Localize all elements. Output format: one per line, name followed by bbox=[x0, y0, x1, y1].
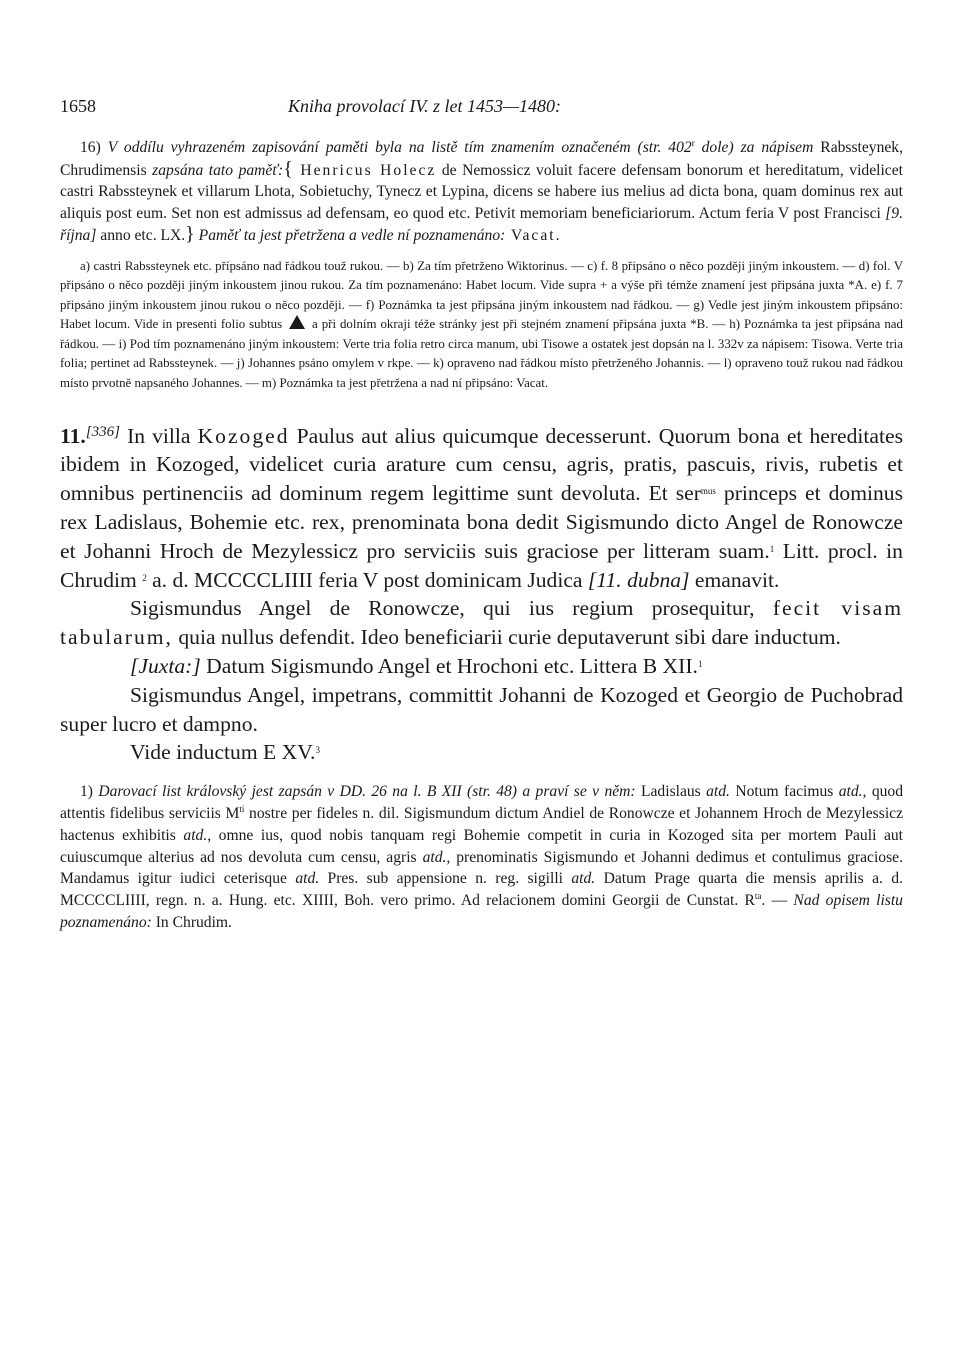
note-text: Rabssteynek, Chrudimensis bbox=[60, 139, 904, 179]
entry-ref: [336] bbox=[85, 423, 120, 440]
spaced-name: Henricus Holecz bbox=[292, 161, 437, 179]
date-gloss: [9. října] bbox=[60, 204, 903, 244]
entry-paragraph bbox=[60, 681, 903, 739]
entry-text: Sigismundus Angel, impetrans, committit Johanni de Kozoged et Georgio de Puchobrad super lucro et dampno. bbox=[60, 682, 903, 736]
brace-mark: } bbox=[185, 223, 195, 245]
entry-11 bbox=[60, 418, 903, 768]
footnote-text: Notum facimus bbox=[729, 783, 839, 801]
footnote-text: Darovací list královský jest zapsán v DD. 26 na l. B XII (str. 48) a praví se v něm: bbox=[93, 783, 636, 801]
entry-text: a. d. MCCCCLIIII feria V post dominicam Judica bbox=[146, 567, 588, 592]
footnote-text: nostre per fideles n. dil. Sigismundum dictum Andiel de Ronowcze et Johannem Hroch de Mezylessicz hactenus exhibitis bbox=[60, 805, 903, 844]
footnote-text: Datum Prage quarta die mensis aprilis a. d. MCCCCLIIII, regn. n. a. Hung. etc. XIIII, Boh. vero primo. Ad relacionem domini Georgii de Cunstat. R bbox=[60, 870, 903, 910]
note-text: zapsána tato paměť: bbox=[152, 161, 284, 179]
entry-paragraph bbox=[60, 652, 903, 681]
apparatus-line bbox=[60, 257, 903, 394]
footnote-text: atd. bbox=[706, 783, 730, 801]
page-header bbox=[60, 96, 903, 117]
note-16 bbox=[60, 137, 903, 247]
footnote-ref: 1 bbox=[697, 659, 703, 670]
footnote-ref: 1 bbox=[769, 543, 775, 554]
entry-text: Paulus aut alius quicumque decesserunt. Quorum bona et hereditates ibidem in Kozoged, videlicet curia arature cum censu, agris, pratis, pascuis, rivis, rubetis et omnibus pertinenciis ad dominum regem legittime sunt devoluta. Et ser bbox=[60, 423, 903, 506]
footnotes bbox=[60, 781, 903, 934]
entry-text: princeps et dominus rex Ladislaus, Bohemie etc. rex, prenominata bona dedit Sigismundo dicto Angel de Ronowcze et Johanni Hroch de Mezylessicz pro serviciis suis graciose per litteram suam. bbox=[60, 481, 903, 563]
footnote-text: prenominatis Sigismundo et Johanni dedimus et contulimus graciose. Mandamus igitur iudici ceterisque bbox=[60, 848, 903, 888]
footnote-text: omne ius, quod nobis tanquam regi Bohemie competit in curia in Kozoged sita per mortem Pauli aut cuiuscumque alterius ad nos devoluta cum censu, agris bbox=[60, 826, 904, 866]
entry-number: 11. bbox=[60, 423, 86, 448]
footnote-text: atd., bbox=[183, 826, 212, 844]
entry-text: Sigismundus Angel de Ronowcze, qui ius regium prosequitur, bbox=[130, 596, 773, 621]
footnote-ref: 3 bbox=[315, 745, 320, 756]
entry-text: emanavit. bbox=[689, 567, 780, 592]
editorial-gloss: [Juxta:] bbox=[130, 654, 201, 679]
superscript: ti bbox=[239, 804, 245, 815]
spaced-phrase: fecit visam tabularum, bbox=[60, 596, 903, 650]
entry-paragraph bbox=[60, 418, 903, 595]
critical-apparatus bbox=[60, 257, 903, 394]
footnote-text: atd., bbox=[838, 783, 867, 801]
entry-text: Datum Sigismundo Angel et Hrochoni etc. Littera B XII. bbox=[200, 654, 698, 679]
note-text: dole) za nápisem bbox=[694, 139, 814, 156]
footnote-marker: 1) bbox=[80, 783, 93, 801]
brace-mark: { bbox=[283, 157, 293, 180]
footnote-1 bbox=[60, 781, 903, 934]
date-gloss: [11. dubna] bbox=[587, 567, 690, 592]
superscript: ta bbox=[754, 891, 762, 902]
note-marker: 16) bbox=[80, 139, 101, 156]
footnote-text: quod attentis fidelibus serviciis M bbox=[60, 783, 904, 823]
vacat-mark: Vacat. bbox=[505, 227, 562, 244]
apparatus-text: a) castri Rabssteynek etc. přípsáno nad řádkou touž rukou. — b) Za tím přetrženo Wiktorinus. — c) f. 8 připsáno o něco později jiným inkoustem. — d) fol. V připsáno o něco později jiným inkoustem jinou rukou. Za tím poznamenáno: Habet locum. Vide supra + a výše při témže znamení jest připsána juxta *A. e) f. 7 připsáno jiným inkoustem jinou rukou o něco později. — f) Poznámka ta jest připsána jiným inkoustem nad řádkou. — g) Vedle jest jiným inkoustem připsáno: Habet locum. Vide in presenti folio subtus bbox=[60, 258, 903, 332]
note-16-paragraph bbox=[60, 137, 903, 247]
superscript: r bbox=[691, 138, 695, 148]
entry-paragraph bbox=[60, 738, 903, 767]
footnote-text: Pres. sub appensione n. reg. sigilli bbox=[319, 870, 572, 888]
footnote-text: In Chrudim. bbox=[151, 914, 232, 931]
triangle-sign-icon bbox=[289, 315, 305, 329]
footnote-text: atd. bbox=[295, 870, 320, 888]
note-text: Paměť ta jest přetržena a vedle ní poznamenáno: bbox=[194, 227, 506, 244]
entry-paragraph bbox=[60, 594, 903, 652]
apparatus-text: a při dolním okraji téže stránky jest při stejném znamení připsána juxta *B. — h) Poznámka ta jest připsána nad řádkou. — i) Pod tím poznamenáno jiným inkoustem: Verte tria folia retro circa manum, ubi Tisowe a ostatek jest dopsán na l. 332v za nápisem: Tisowa. Verte tria folia; pertinet ad Rabssteynek. — j) Johannes psáno omylem v rkpe. — k) opraveno nad řádkou místo přetrženého Johannis. — l) opraveno touž rukou nad řádkou místo prvotně napsaného Johannes. — m) Poznámka ta jest přetržena a nad ní připsáno: Vacat. bbox=[60, 317, 903, 391]
footnote-text: atd. bbox=[571, 870, 596, 888]
footnote-text: atd., bbox=[422, 848, 451, 866]
footnote-text: . — bbox=[761, 892, 794, 910]
spaced-place: Kozoged bbox=[197, 423, 290, 448]
entry-text: In villa bbox=[120, 423, 198, 448]
page bbox=[60, 96, 903, 934]
entry-text: Vide inductum E XV. bbox=[130, 740, 316, 765]
page-number: 1658 bbox=[60, 96, 96, 116]
superscript: mus bbox=[700, 486, 716, 497]
entry-text: Litt. procl. in Chrudim bbox=[60, 538, 903, 592]
footnote-text: Ladislaus bbox=[635, 783, 707, 801]
note-text: de Nemossicz voluit facere defensam bonorum et hereditatum, videlicet castri Rabssteynek et villarum Lhota, Sobietuchy, Tynecz et Lypina, dicens se habere ius melius ad dicta bona, quam dominus rex aut aliquis post eum. Set non est admissus ad defensam, eo quod etc. Petivit memoriam beneficiariorum. Actum feria V post Francisci bbox=[60, 161, 903, 222]
footnote-text: Nad opisem listu poznamenáno: bbox=[60, 892, 903, 931]
footnote-ref: 2 bbox=[142, 572, 147, 583]
note-text: V oddílu vyhrazeném zapisování paměti byla na listě tím znamením označeném (str. 402 bbox=[107, 139, 692, 156]
entry-text: quia nullus defendit. Ideo beneficiarii curie deputaverunt sibi dare inductum. bbox=[172, 625, 841, 650]
running-title: Kniha provolací IV. z let 1453—1480: bbox=[288, 96, 561, 116]
note-text: anno etc. LX. bbox=[96, 227, 186, 244]
